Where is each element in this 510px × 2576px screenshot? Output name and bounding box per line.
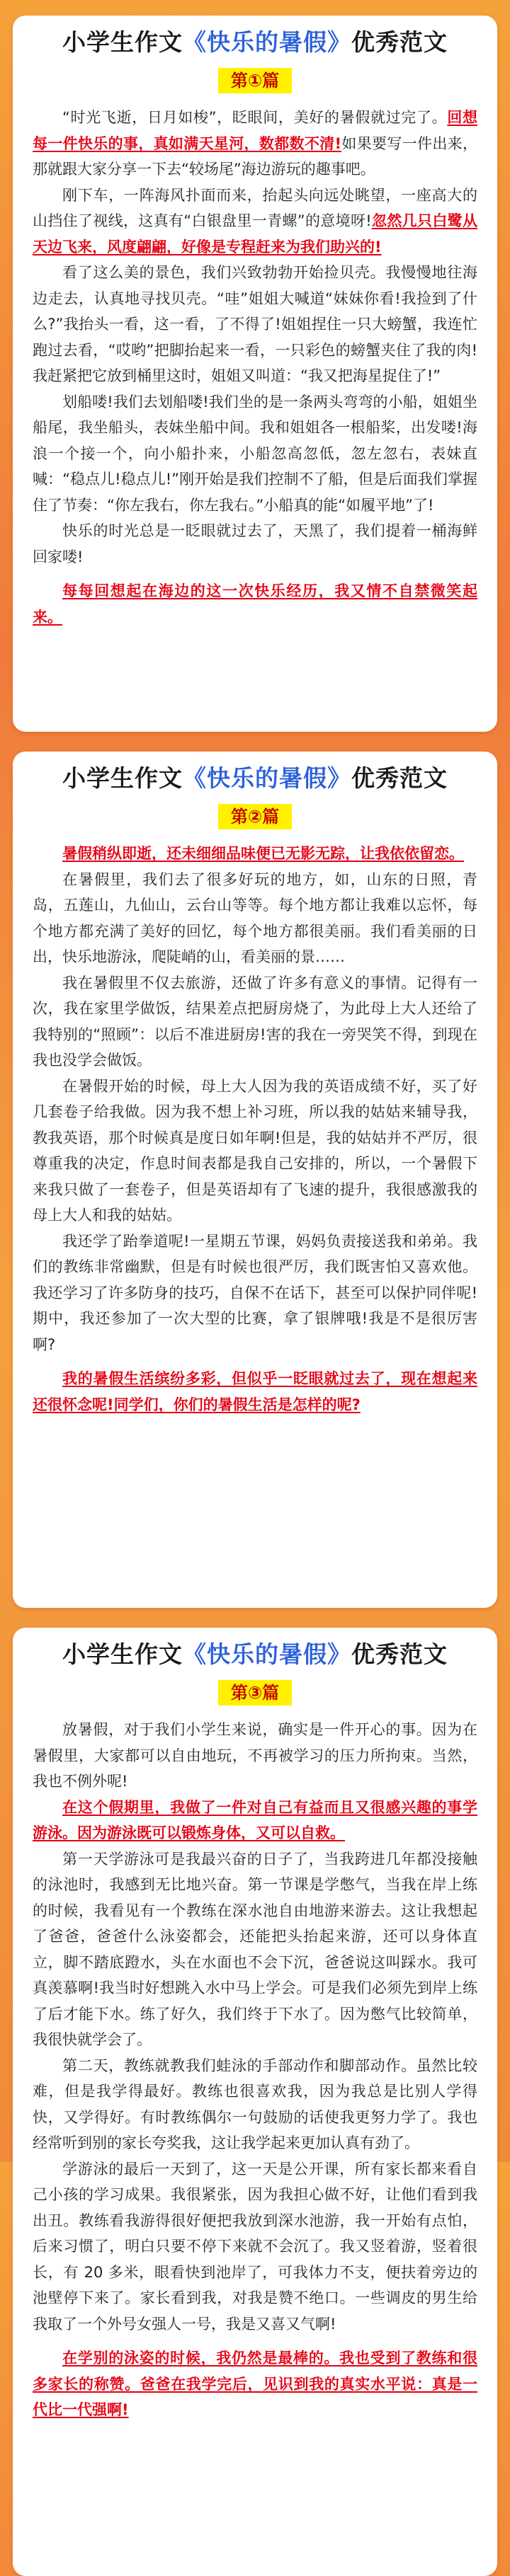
paragraph: 我在暑假里不仅去旅游，还做了许多有意义的事情。记得有一次，我在家里学做饭，结果差点把厨房烧了，为此母上大人还给了我特别的“照顾”：以后不准进厨房!害的我在一旁哭笑不得，到现在我也没学会做饭。: [33, 974, 477, 1069]
paragraph: 第二天，教练就教我们蛙泳的手部动作和脚部动作。虽然比较难，但是我学得最好。教练也很喜欢我，因为我总是比别人学得快，又学得好。有时教练偶尔一句鼓励的话使我更努力学了。我也经常听到别的家长夸奖我，这让我学起来更加认真有劲了。: [33, 2057, 477, 2151]
essay-title: [33, 25, 477, 59]
paragraph: [33, 183, 477, 260]
highlight-text: 在这个假期里，我做了一件对自己有益而且又很感兴趣的事学游泳。因为游泳既可以锻炼身体，又可以自救。: [33, 1798, 477, 1841]
title-prefix: 小学生作文: [62, 28, 183, 56]
highlight-text: 在学别的泳姿的时候，我仍然是最棒的。我也受到了教练和很多家长的称赞。爸爸在我学完后，见识到我的真实水平说：真是一代比一代强啊!: [33, 2350, 477, 2418]
essay-card-2: [13, 752, 497, 1608]
title-highlight: 《快乐的暑假》: [183, 28, 351, 56]
text: “时光飞逝，日月如梭”，眨眼间，美好的暑假就过完了。: [62, 109, 448, 126]
title-highlight: 《快乐的暑假》: [183, 1640, 351, 1668]
essay-card-1: [13, 16, 497, 732]
paragraph: 我还学了跆拳道呢!一星期五节课，妈妈负责接送我和弟弟。我们的教练非常幽默，但是有时候也很严厉，我们既害怕又喜欢他。我还学习了许多防身的技巧，自保不在话下，甚至可以保护同伴呢!期中，我还参加了一次大型的比赛，拿了银牌哦!我是不是很厉害啊?: [33, 1232, 477, 1353]
text: 刚下车，一阵海风扑面而来，抬起头向远处眺望，一座高大的山挡住了视线，这真有“白银盘里一青螺”的意境呀!: [33, 186, 477, 229]
closing-paragraph: [33, 578, 477, 630]
essay-number-badge: 第②篇: [218, 804, 292, 829]
closing-paragraph: [33, 1366, 477, 1418]
title-prefix: 小学生作文: [62, 764, 183, 792]
title-suffix: 优秀范文: [351, 1640, 448, 1668]
essay-number-badge: 第①篇: [218, 68, 292, 93]
paragraph: 在暑假开始的时候，母上大人因为我的英语成绩不好，买了好几套卷子给我做。因为我不想上补习班，所以我的姑姑来辅导我，教我英语，那个时候真是度日如年啊!但是，我的姑姑并不严厉，很尊重我的决定，作息时间表都是我自己安排的，所以，一个暑假下来我只做了一套卷子，但是英语却有了飞速的提升，我很感激我的母上大人和我的姑姑。: [33, 1077, 477, 1224]
paragraph: 看了这么美的景色，我们兴致勃勃开始捡贝壳。我慢慢地往海边走去，认真地寻找贝壳。“哇”姐姐大喊道“妹妹你看!我捡到了什么?”我抬头一看，这一看，了不得了!姐姐捏住一只大螃蟹，我连忙跑过去看，“哎哟”把脚抬起来一看，一只彩色的螃蟹夹住了我的肉!我赶紧把它放到桶里这时，姐姐又叫道：“我又把海星捉住了!”: [33, 264, 477, 384]
closing-paragraph: [33, 2345, 477, 2423]
title-suffix: 优秀范文: [351, 764, 448, 792]
paragraph: 快乐的时光总是一眨眼就过去了，天黑了，我们提着一桶海鲜回家喽!: [33, 522, 477, 565]
paragraph: 第一天学游泳可是我最兴奋的日子了，当我跨进几年都没接触的泳池时，我感到无比地兴奋。第一节课是学憋气，当我在岸上练的时候，我看见有一个教练在深水池自由地游来游去。这让我想起了爸爸，爸爸什么泳姿都会，还能把头抬起来游，还可以身体直立，脚不踏底蹬水，头在水面也不会下沉，爸爸说这叫踩水。我可真羡慕啊!我当时好想跳入水中马上学会。可是我们必须先到岸上练了后才能下水。练了好久，我们终于下水了。因为憋气比较简单，我很快就学会了。: [33, 1850, 477, 2048]
paragraph: 放暑假，对于我们小学生来说，确实是一件开心的事。因为在暑假里，大家都可以自由地玩，不再被学习的压力所拘束。当然，我也不例外呢!: [33, 1721, 477, 1790]
paragraph: 在暑假里，我们去了很多好玩的地方，如，山东的日照，青岛，五莲山，九仙山，云台山等等。每个地方都让我难以忘怀，每个地方都充满了美好的回忆，每个地方都很美丽。我们看美丽的日出，快乐地游泳，爬陡峭的山，看美丽的景……: [33, 870, 477, 965]
highlight-text: 回想每一件快乐的事，真如满天星河，数都数不清!: [33, 109, 478, 152]
paragraph: [33, 841, 477, 867]
essay-title: [33, 761, 477, 795]
highlight-text: 每每回想起在海边的这一次快乐经历，我又情不自禁微笑起来。: [33, 582, 477, 626]
paragraph: [33, 1795, 477, 1846]
essay-number-badge: 第③篇: [218, 1680, 292, 1706]
paragraph: 学游泳的最后一天到了，这一天是公开课，所有家长都来看自己小孩的学习成果。我很紧张，因为我担心做不好，让他们看到我出丑。教练看我游得很好便把我放到深水池游，我一开始有点怕，后来习惯了，明白只要不停下来就不会沉了。我又竖着游，竖着很长，有 20 多米，眼看快到池岸了，可我体力不支，便扶着旁边的池壁停下来了。家长看到我，对我是赞不绝口。一些调皮的男生给我取了一个外号女强人一号，我是又喜又气啊!: [33, 2160, 477, 2333]
title-highlight: 《快乐的暑假》: [183, 764, 351, 792]
highlight-text: 暑假稍纵即逝，还未细细品味便已无影无踪，让我依依留恋。: [62, 845, 464, 862]
highlight-text: 我的暑假生活缤纷多彩，但似乎一眨眼就过去了，现在想起来还很怀念呢!同学们，你们的暑假生活是怎样的呢?: [33, 1370, 477, 1413]
paragraph: 划船喽!我们去划船喽!我们坐的是一条两头弯弯的小船，姐姐坐船尾，我坐船头，表妹坐船中间。我和姐姐各一根船桨，出发喽!海浪一个接一个，向小船扑来，小船忽高忽低，忽左忽右，表妹直喊：“稳点儿!稳点儿!”刚开始是我们控制不了船，但是后面我们掌握住了节奏：“你左我右，你左我右。”小船真的能“如履平地”了!: [33, 393, 477, 514]
essay-card-3: [13, 1628, 497, 2576]
text: 如果要写一件出来，那就跟大家分享一下去“较场尾”海边游玩的趣事吧。: [33, 134, 478, 178]
title-prefix: 小学生作文: [62, 1640, 183, 1668]
essay-title: [33, 1638, 477, 1672]
paragraph: [33, 105, 477, 183]
title-suffix: 优秀范文: [351, 28, 448, 56]
highlight-text: 忽然几只白鹭从天边飞来，风度翩翩，好像是专程赶来为我们助兴的!: [33, 212, 477, 255]
